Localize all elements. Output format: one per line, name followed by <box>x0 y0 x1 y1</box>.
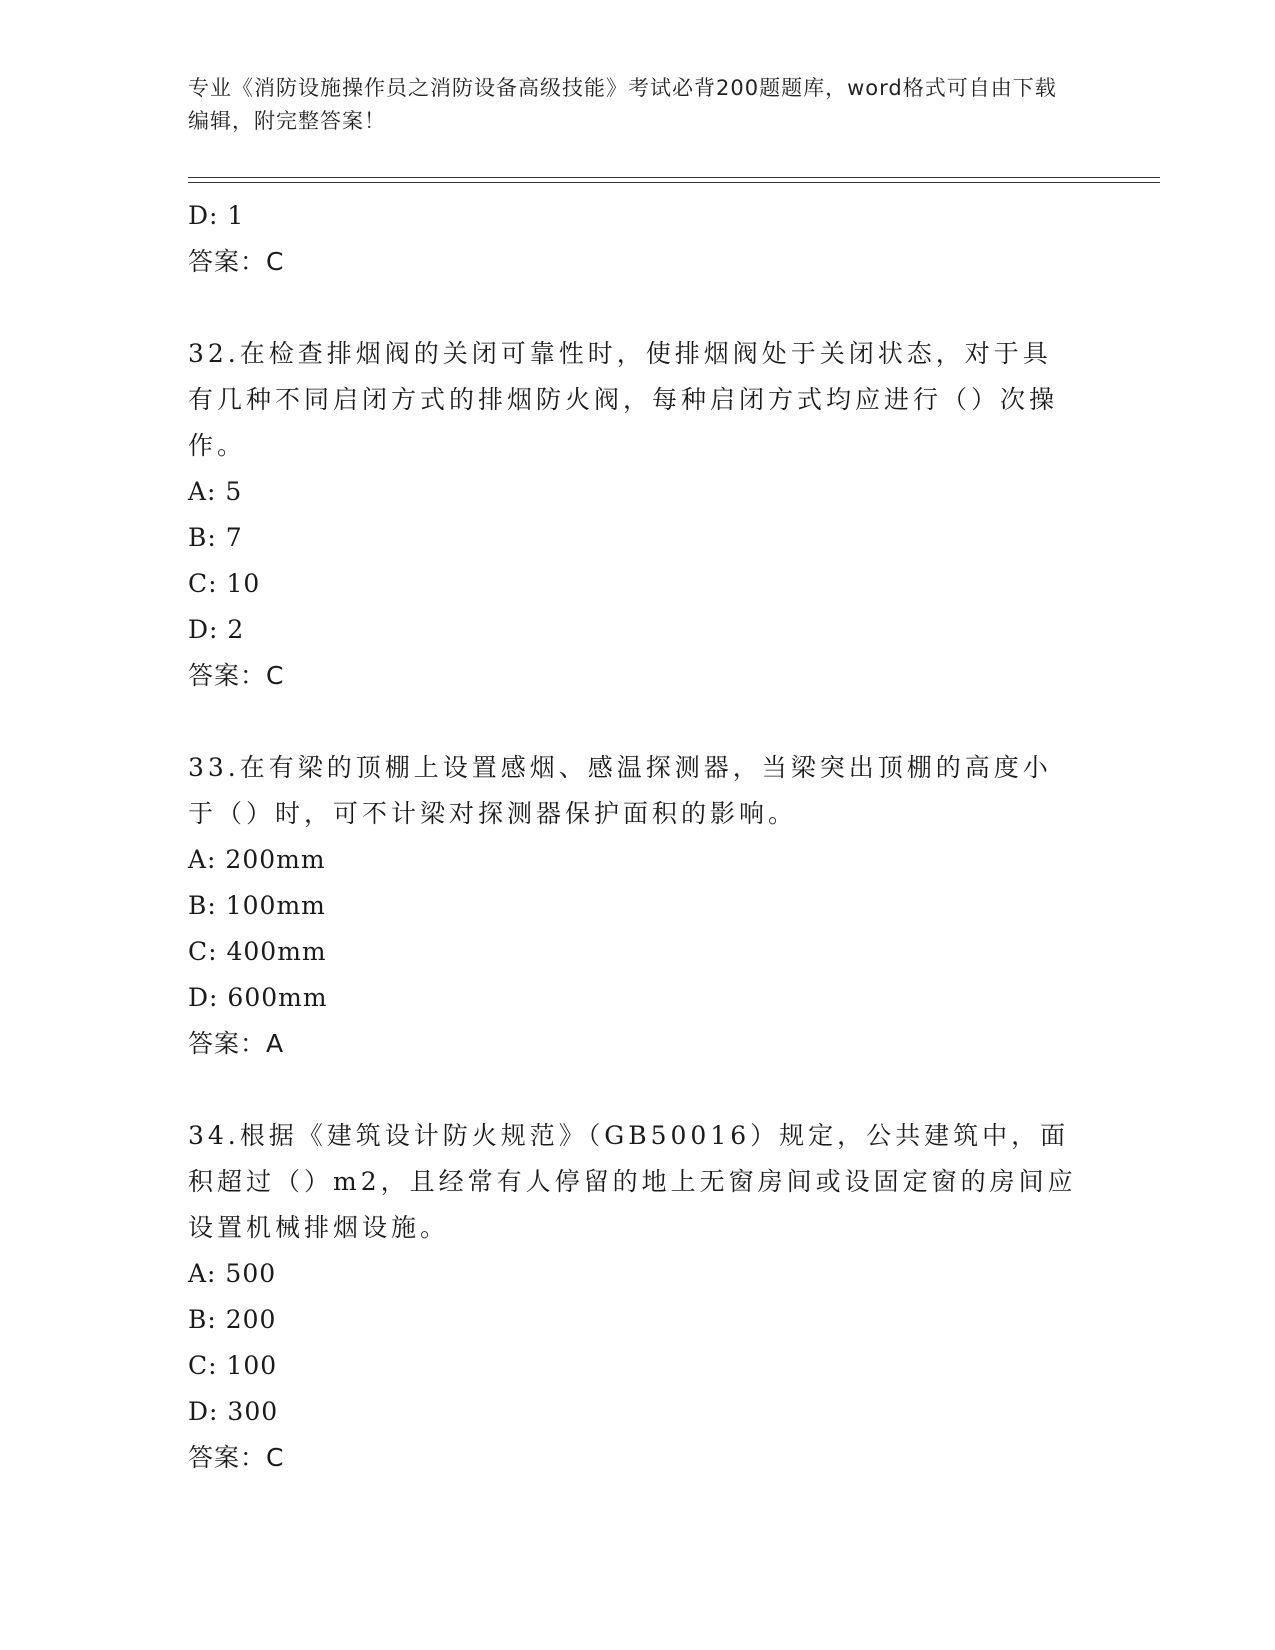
question-33 <box>188 745 1088 1067</box>
spacer <box>188 699 1088 745</box>
option-b: B: 100mm <box>188 891 326 920</box>
question-text: 34.根据《建筑设计防火规范》（GB50016）规定，公共建筑中，面积超过（）m2，且经常有人停留的地上无窗房间或设固定窗的房间应设置机械排烟设施。 <box>188 1121 1077 1242</box>
answer: 答案：C <box>188 1443 285 1472</box>
question-34 <box>188 1113 1088 1481</box>
question-32 <box>188 331 1088 699</box>
exam-content <box>188 193 1088 1481</box>
option-a: A: 200mm <box>188 845 326 874</box>
option-c: C: 100 <box>188 1351 278 1380</box>
answer: 答案：A <box>188 1029 285 1058</box>
spacer <box>188 1067 1088 1113</box>
prev-option-d: D: 1 <box>188 201 245 230</box>
question-text: 32.在检查排烟阀的关闭可靠性时，使排烟阀处于关闭状态，对于具有几种不同启闭方式的排烟防火阀，每种启闭方式均应进行（）次操作。 <box>188 339 1059 460</box>
option-d: D: 600mm <box>188 983 328 1012</box>
option-d: D: 300 <box>188 1397 279 1426</box>
prev-answer: 答案：C <box>188 247 285 276</box>
spacer <box>188 285 1088 331</box>
option-a: A: 5 <box>188 477 243 506</box>
option-b: B: 200 <box>188 1305 277 1334</box>
option-b: B: 7 <box>188 523 243 552</box>
header-rule-bottom <box>188 182 1160 183</box>
header-rule-top <box>188 177 1160 178</box>
question-text: 33.在有梁的顶棚上设置感烟、感温探测器，当梁突出顶棚的高度小于（）时，可不计梁对探测器保护面积的影响。 <box>188 753 1052 828</box>
option-c: C: 400mm <box>188 937 327 966</box>
answer: 答案：C <box>188 661 285 690</box>
option-c: C: 10 <box>188 569 261 598</box>
page-header: 专业《消防设施操作员之消防设备高级技能》考试必背200题题库，word格式可自由下载编辑，附完整答案！ <box>188 76 1057 133</box>
option-d: D: 2 <box>188 615 245 644</box>
option-a: A: 500 <box>188 1259 277 1288</box>
